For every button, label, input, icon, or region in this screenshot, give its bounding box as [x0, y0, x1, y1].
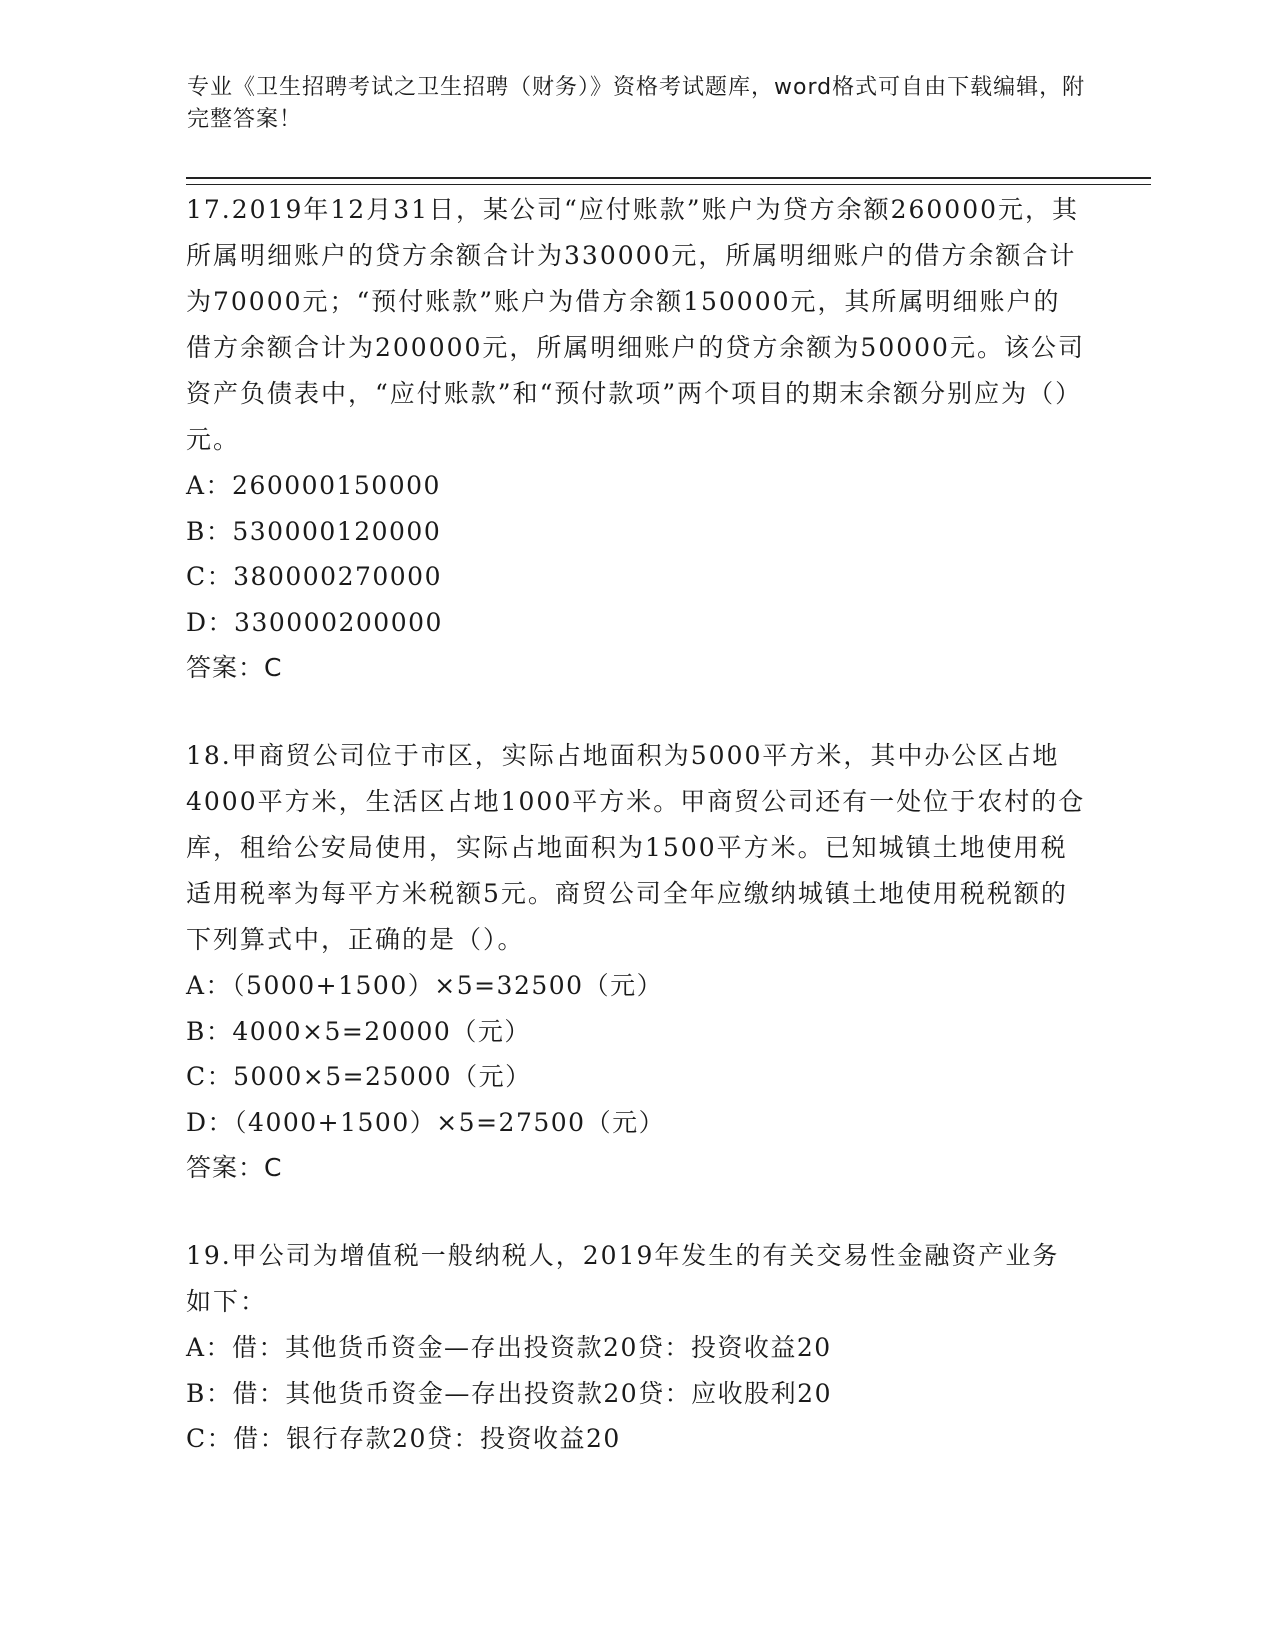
question-stem: 19.甲公司为增值税一般纳税人，2019年发生的有关交易性金融资产业务如下： — [186, 1241, 1060, 1316]
question-17 — [186, 187, 1086, 691]
option-a: A：借：其他货币资金—存出投资款20贷：投资收益20 — [186, 1333, 832, 1362]
option-b: B：4000×5=20000（元） — [186, 1016, 531, 1046]
option-a: A：260000150000 — [186, 471, 441, 500]
option-d: D：（4000+1500）×5=27500（元） — [186, 1107, 666, 1137]
document-header: 专业《卫生招聘考试之卫生招聘（财务）》资格考试题库，word格式可自由下载编辑，附完整答案！ — [187, 75, 1086, 132]
option-c: C：380000270000 — [186, 562, 442, 591]
answer: 答案：C — [186, 653, 283, 682]
question-stem: 18.甲商贸公司位于市区，实际占地面积为5000平方米，其中办公区占地4000平方米，生活区占地1000平方米。甲商贸公司还有一处位于农村的仓库，租给公安局使用，实际占地面积为1500平方米。已知城镇土地使用税适用税率为每平方米税额5元。商贸公司全年应缴纳城镇土地使用税税额的下列算式中，正确的是（）。 — [186, 741, 1086, 954]
header-divider-thin — [186, 184, 1151, 185]
option-c: C：5000×5=25000（元） — [186, 1062, 532, 1091]
question-stem: 17.2019年12月31日，某公司“应付账款”账户为贷方余额260000元，其所属明细账户的贷方余额合计为330000元，所属明细账户的借方余额合计为70000元；“预付账款”账户为借方余额150000元，其所属明细账户的借方余额合计为200000元，所属明细账户的贷方余额为50000元。该公司资产负债表中，“应付账款”和“预付款项”两个项目的期末余额分别应为（）元。 — [186, 195, 1085, 454]
answer: 答案：C — [186, 1153, 283, 1182]
option-a: A：（5000+1500）×5=32500（元） — [186, 971, 664, 1000]
question-19 — [186, 1233, 1086, 1462]
option-b: B：530000120000 — [186, 516, 442, 546]
option-c: C：借：银行存款20贷：投资收益20 — [186, 1424, 621, 1453]
option-b: B：借：其他货币资金—存出投资款20贷：应收股利20 — [186, 1378, 832, 1408]
question-18 — [186, 733, 1086, 1191]
header-divider-thick — [186, 177, 1151, 179]
option-d: D：330000200000 — [186, 607, 443, 637]
